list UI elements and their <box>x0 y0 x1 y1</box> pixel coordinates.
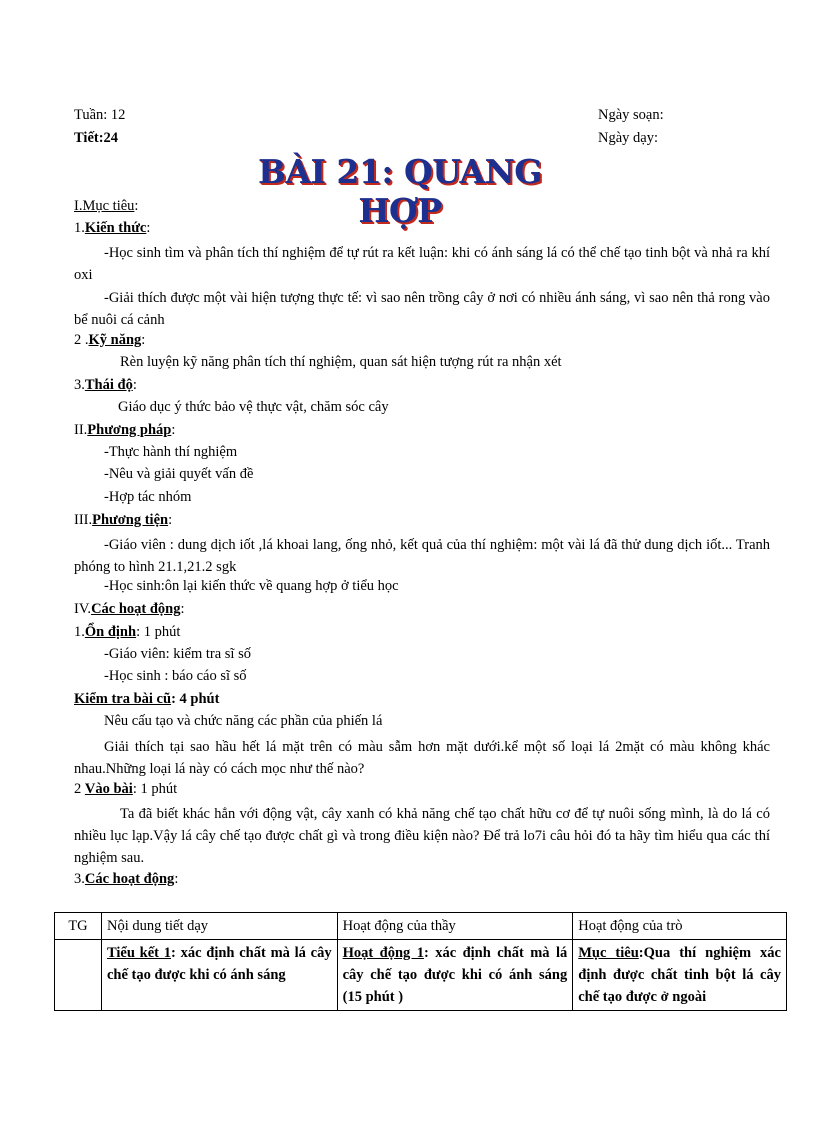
table-header-row <box>55 913 787 940</box>
cell-content <box>101 940 337 1011</box>
student-label: Mục tiêu <box>578 945 639 961</box>
section-1-3-heading: 3.Thái độ: <box>74 377 137 393</box>
materials-student: -Học sinh:ôn lại kiến thức về quang hợp ở tiểu học <box>104 578 399 594</box>
check-title: Kiểm tra bài cũ <box>74 691 172 707</box>
cell-tg <box>55 940 102 1011</box>
section-1-2-heading: 2 .Kỹ năng: <box>74 332 146 348</box>
intro-title: Vào bài <box>84 781 133 797</box>
week-label: Tuần: 12 <box>74 107 126 123</box>
section-1-3-number: 3. <box>74 377 85 393</box>
section-1-3-title: Thái độ <box>84 377 133 393</box>
intro-number: 2 <box>74 781 85 797</box>
section-4-3-heading: 3.Các hoạt động: <box>74 871 179 887</box>
section-1-1-number: 1. <box>74 220 85 236</box>
check-time: : 4 phút <box>171 691 220 707</box>
section-4-1-number: 1. <box>74 624 85 640</box>
section-1-heading: I.Mục tiêu: <box>74 198 139 214</box>
section-1-2-title: Kỹ năng <box>88 332 142 348</box>
method-item-2: -Nêu và giải quyết vấn đề <box>104 466 254 482</box>
section-4-3-number: 3. <box>74 871 85 887</box>
section-3-title: Phương tiện <box>92 512 169 528</box>
section-2-title: Phương pháp <box>87 422 172 438</box>
header-student: Hoạt động của trò <box>573 913 787 940</box>
materials-teacher: -Giáo viên : dung dịch iốt ,lá khoai lang, ống nhỏ, kết quả của thí nghiệm: một vài lá đã thử dung dịch iốt... Tranh phóng to hình 21.1,21.2 sgk <box>74 537 770 575</box>
teach-date-label: Ngày dạy: <box>598 130 658 146</box>
prep-date-label: Ngày soạn: <box>598 107 664 123</box>
check-question-2: Giải thích tại sao hầu hết lá mặt trên có màu sẫm hơn mặt dưới.kể một số loại lá 2mặt có màu không khác nhau.Những loại lá này có cách mọc như thế nào? <box>74 739 770 777</box>
section-4-1-title: Ổn định <box>84 624 137 640</box>
section-2-number: II. <box>74 422 88 438</box>
section-4-1-heading: 1.Ổn định: 1 phút <box>74 624 181 640</box>
section-4-number: IV. <box>74 601 92 617</box>
section-1-2-number: 2 . <box>74 332 89 348</box>
method-item-3: -Hợp tác nhóm <box>104 489 192 505</box>
section-3-heading: III.Phương tiện: <box>74 512 173 528</box>
header-tg: TG <box>55 913 102 940</box>
attitude-paragraph: Giáo dục ý thức bảo vệ thực vật, chăm sóc cây <box>118 399 389 415</box>
section-4-title: Các hoạt động <box>91 601 181 617</box>
student-text: :Qua thí nghiệm xác định được chất tinh bột lá cây chế tạo được ở ngoài <box>578 945 781 1005</box>
check-heading <box>74 691 219 708</box>
section-4-3-title: Các hoạt động <box>84 871 175 887</box>
skill-paragraph: Rèn luyện kỹ năng phân tích thí nghiệm, quan sát hiện tượng rút ra nhận xét <box>120 354 562 370</box>
knowledge-paragraph-2: -Giải thích được một vài hiện tượng thực tế: vì sao nên trồng cây ở nơi có nhiều ánh sáng, vì sao nên thả rong vào bể nuôi cá cảnh <box>74 290 770 328</box>
section-3-number: III. <box>74 512 93 528</box>
header-content: Nội dung tiết dạy <box>101 913 337 940</box>
section-1-1-heading: 1.Kiến thức: <box>74 220 151 236</box>
method-item-1: -Thực hành thí nghiệm <box>104 444 238 460</box>
section-2-heading: II.Phương pháp: <box>74 422 176 438</box>
section-4-heading: IV.Các hoạt động: <box>74 601 185 617</box>
content-text: : xác định chất mà lá cây chế tạo được khi có ánh sáng <box>106 945 332 983</box>
section-4-1-time: 1 phút <box>140 624 181 640</box>
intro-paragraph: Ta đã biết khác hẳn với động vật, cây xanh có khả năng chế tạo chất hữu cơ để tự nuôi sống mình, là do lá có nhiều lục lạp.Vậy lá cây chế tạo được chất gì và trong điều kiện nào? Để trả lo7i câu hỏi đó ta hãy tìm hiểu qua các thí nghiệm sau. <box>74 806 770 866</box>
lesson-title: BÀI 21: QUANG HỢP <box>258 152 542 230</box>
section-1-1-title: Kiến thức <box>84 220 147 236</box>
stabilize-teacher: -Giáo viên: kiểm tra sĩ số <box>104 646 251 662</box>
content-label: Tiểu kết 1 <box>106 945 171 961</box>
intro-time: : 1 phút <box>132 781 178 797</box>
section-1-title: Mục tiêu <box>82 198 135 214</box>
knowledge-paragraph-1: -Học sinh tìm và phân tích thí nghiệm để tự rút ra kết luận: khi có ánh sáng lá có thể chế tạo tinh bột và nhả ra khí oxi <box>74 245 770 283</box>
teacher-text: : xác định chất mà lá cây chế tạo được khi có ánh sáng (15 phút ) <box>342 945 568 1005</box>
header-teacher: Hoạt động của thầy <box>337 913 573 940</box>
intro-heading <box>74 781 177 798</box>
lesson-plan-table <box>54 912 787 1011</box>
cell-teacher <box>337 940 573 1011</box>
period-label: Tiết:24 <box>74 130 119 146</box>
table-row <box>55 940 787 1011</box>
check-question-1: Nêu cấu tạo và chức năng các phần của phiến lá <box>104 713 383 729</box>
stabilize-student: -Học sinh : báo cáo sĩ số <box>104 668 247 684</box>
teacher-label: Hoạt động 1 <box>342 945 424 961</box>
cell-student <box>573 940 787 1011</box>
section-1-number: I. <box>74 198 83 214</box>
